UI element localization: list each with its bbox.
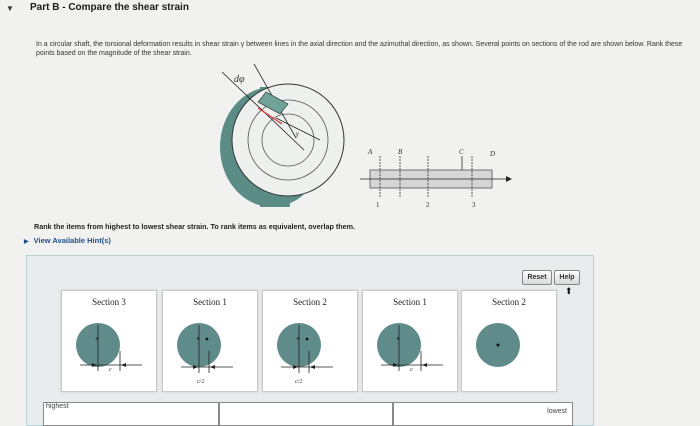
draggable-card[interactable] [162,290,258,392]
section-2-label: 2 [426,201,430,209]
ranking-drop-row [43,402,573,424]
draggable-card[interactable] [362,290,458,392]
mouse-cursor-icon: ⬆ [565,286,573,296]
rod-diagram [360,156,512,197]
svg-text:+: + [196,336,201,343]
drop-zone[interactable] [219,402,393,426]
reset-button[interactable]: Reset [522,270,552,285]
card-title: Section 1 [193,297,227,307]
dimension-label: c/2 [197,379,205,385]
problem-statement: In a circular shaft, the torsional deformation results in shear strain γ between lines in the axial direction and the azimuthal direction, as shown. Several points on sections of the rod are shown below. Rank these points based on the magnitude of the shear strain. [36,41,683,57]
highest-label: highest [46,403,69,410]
section-disk-diagram [62,311,156,391]
section-1-label: 1 [376,201,380,209]
svg-text:+: + [396,336,401,343]
gamma-label: γ [296,130,299,138]
drop-zone[interactable] [393,402,573,426]
section-disk-diagram [263,311,357,391]
expand-triangle-icon: ▶ [24,239,29,245]
svg-text:+: + [95,336,100,343]
view-hints-label: View Available Hint(s) [33,236,111,245]
svg-text:+: + [296,336,301,343]
shaft-illustration [220,64,344,207]
lowest-label: lowest [547,408,567,415]
section-disk-diagram [462,311,556,391]
collapse-caret-icon[interactable]: ▼ [6,4,14,13]
view-hints-link[interactable] [24,236,111,245]
point-c-label: C [459,148,464,156]
angle-label: dφ [234,74,245,85]
draggable-card[interactable] [461,290,557,392]
draggable-card[interactable] [61,290,157,392]
dimension-label: c [410,367,413,373]
help-button[interactable]: Help [554,270,580,285]
card-title: Section 2 [492,297,526,307]
dimension-label: c [109,367,112,373]
drop-zone[interactable] [43,402,219,426]
draggable-card[interactable] [262,290,358,392]
card-title: Section 1 [393,297,427,307]
ranking-instructions: Rank the items from highest to lowest shear strain. To rank items as equivalent, overlap them. [34,222,355,231]
card-title: Section 3 [92,297,126,307]
point-d-label: D [490,150,496,158]
section-3-label: 3 [472,201,476,209]
card-title: Section 2 [293,297,327,307]
dimension-label: c/2 [295,379,303,385]
section-disk-diagram [363,311,457,391]
point-a-label: A [368,148,373,156]
part-title[interactable]: Part B - Compare the shear strain [30,2,189,13]
shaft-figure [210,62,530,217]
section-disk-diagram [163,311,257,391]
point-b-label: B [398,148,403,156]
